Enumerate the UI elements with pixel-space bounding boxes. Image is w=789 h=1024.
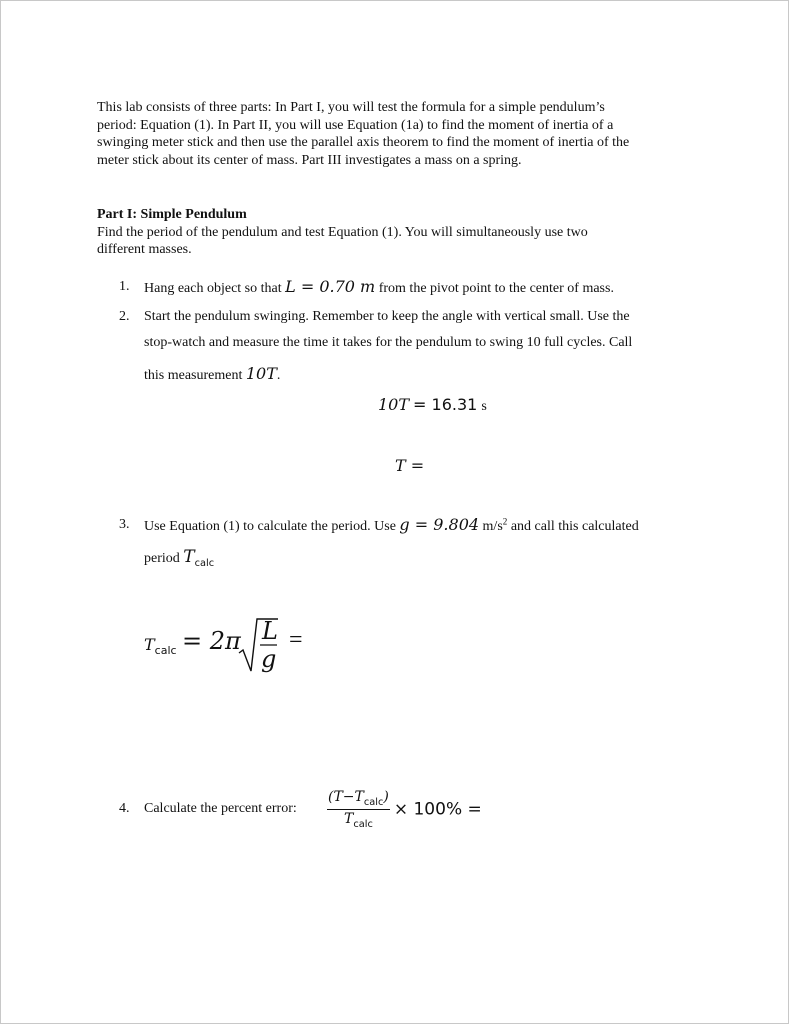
step-3-period-label: period — [144, 551, 180, 566]
tcalc-L: L — [262, 617, 278, 645]
tcalc-T-letter: T — [144, 635, 155, 654]
step-2-period: . — [276, 368, 281, 383]
tcalc-T-sub: calc — [154, 644, 177, 658]
numerator-close: ) — [383, 789, 389, 805]
step-1-text — [144, 277, 614, 297]
equation-T: T = — [395, 456, 425, 475]
step-1-text-a: Hang each object so that — [144, 281, 282, 296]
numerator-sub: calc — [363, 796, 384, 808]
equation-10T — [378, 395, 487, 415]
equation-10T-unit: s — [481, 399, 487, 414]
intro-line-2: period: Equation (1). In Part II, you will use Equation (1a) to find the moment of inertia of a — [97, 118, 614, 133]
step-2-line-1: Start the pendulum swinging. Remember to keep the angle with vertical small. Use the — [144, 309, 630, 324]
tcalc-T — [144, 635, 177, 657]
step-2-line-3 — [144, 364, 280, 384]
part1-heading: Part I: Simple Pendulum — [97, 207, 247, 222]
intro-line-3: swinging meter stick and then use the parallel axis theorem to find the moment of inertia of the — [97, 135, 630, 150]
step-3-text-a: Use Equation (1) to calculate the period. Use — [144, 519, 396, 534]
percent-error-formula — [327, 789, 482, 830]
step-3-text-b: and call this calculated — [510, 519, 639, 534]
step-1-number: 1. — [119, 279, 130, 294]
step-3-g-value: g = 9.804 — [399, 515, 480, 534]
step-3-unit-exp: 2 — [502, 516, 508, 527]
step-3-line-2 — [144, 547, 214, 569]
step-1-text-b: from the pivot point to the center of mass. — [378, 281, 614, 296]
equation-10T-rhs: = 16.31 — [413, 395, 478, 414]
step-3-line-1 — [144, 515, 639, 535]
percent-error-fraction — [327, 789, 390, 830]
step-2-line-2: stop-watch and measure the time it takes for the pendulum to swing 10 full cycles. Call — [144, 335, 633, 350]
part1-desc-line-1: Find the period of the pendulum and test Equation (1). You will simultaneously use two — [97, 225, 588, 240]
intro-line-4: meter stick about its center of mass. Part III investigates a mass on a spring. — [97, 153, 522, 168]
step-3-unit: m/s — [482, 519, 503, 534]
step-1-math: L = 0.70 m — [285, 277, 376, 296]
step-4-text: Calculate the percent error: — [144, 801, 297, 816]
tcalc-trailing-equals: = — [289, 627, 303, 653]
step-3-T-sub: calc — [194, 557, 215, 569]
step-3-number: 3. — [119, 517, 130, 532]
intro-line-1: This lab consists of three parts: In Part I, you will test the formula for a simple pendulum’s — [97, 100, 605, 115]
percent-error-tail: × 100% = — [393, 799, 482, 820]
percent-error-numerator — [327, 789, 390, 810]
percent-error-denominator — [327, 810, 390, 830]
step-3-T: T — [183, 547, 195, 567]
step-4-number: 4. — [119, 801, 130, 816]
part1-desc-line-2: different masses. — [97, 242, 192, 257]
step-2-line-3-a: this measurement — [144, 368, 243, 383]
tcalc-equals-2pi: = 2π — [182, 627, 241, 655]
denominator-sub: calc — [353, 818, 373, 830]
step-2-number: 2. — [119, 309, 130, 324]
numerator-main: (T−T — [328, 789, 364, 805]
tcalc-g: g — [261, 645, 277, 673]
equation-10T-lhs: 10T — [378, 395, 410, 414]
step-2-10T: 10T — [245, 364, 277, 383]
denominator-main: T — [344, 810, 354, 827]
